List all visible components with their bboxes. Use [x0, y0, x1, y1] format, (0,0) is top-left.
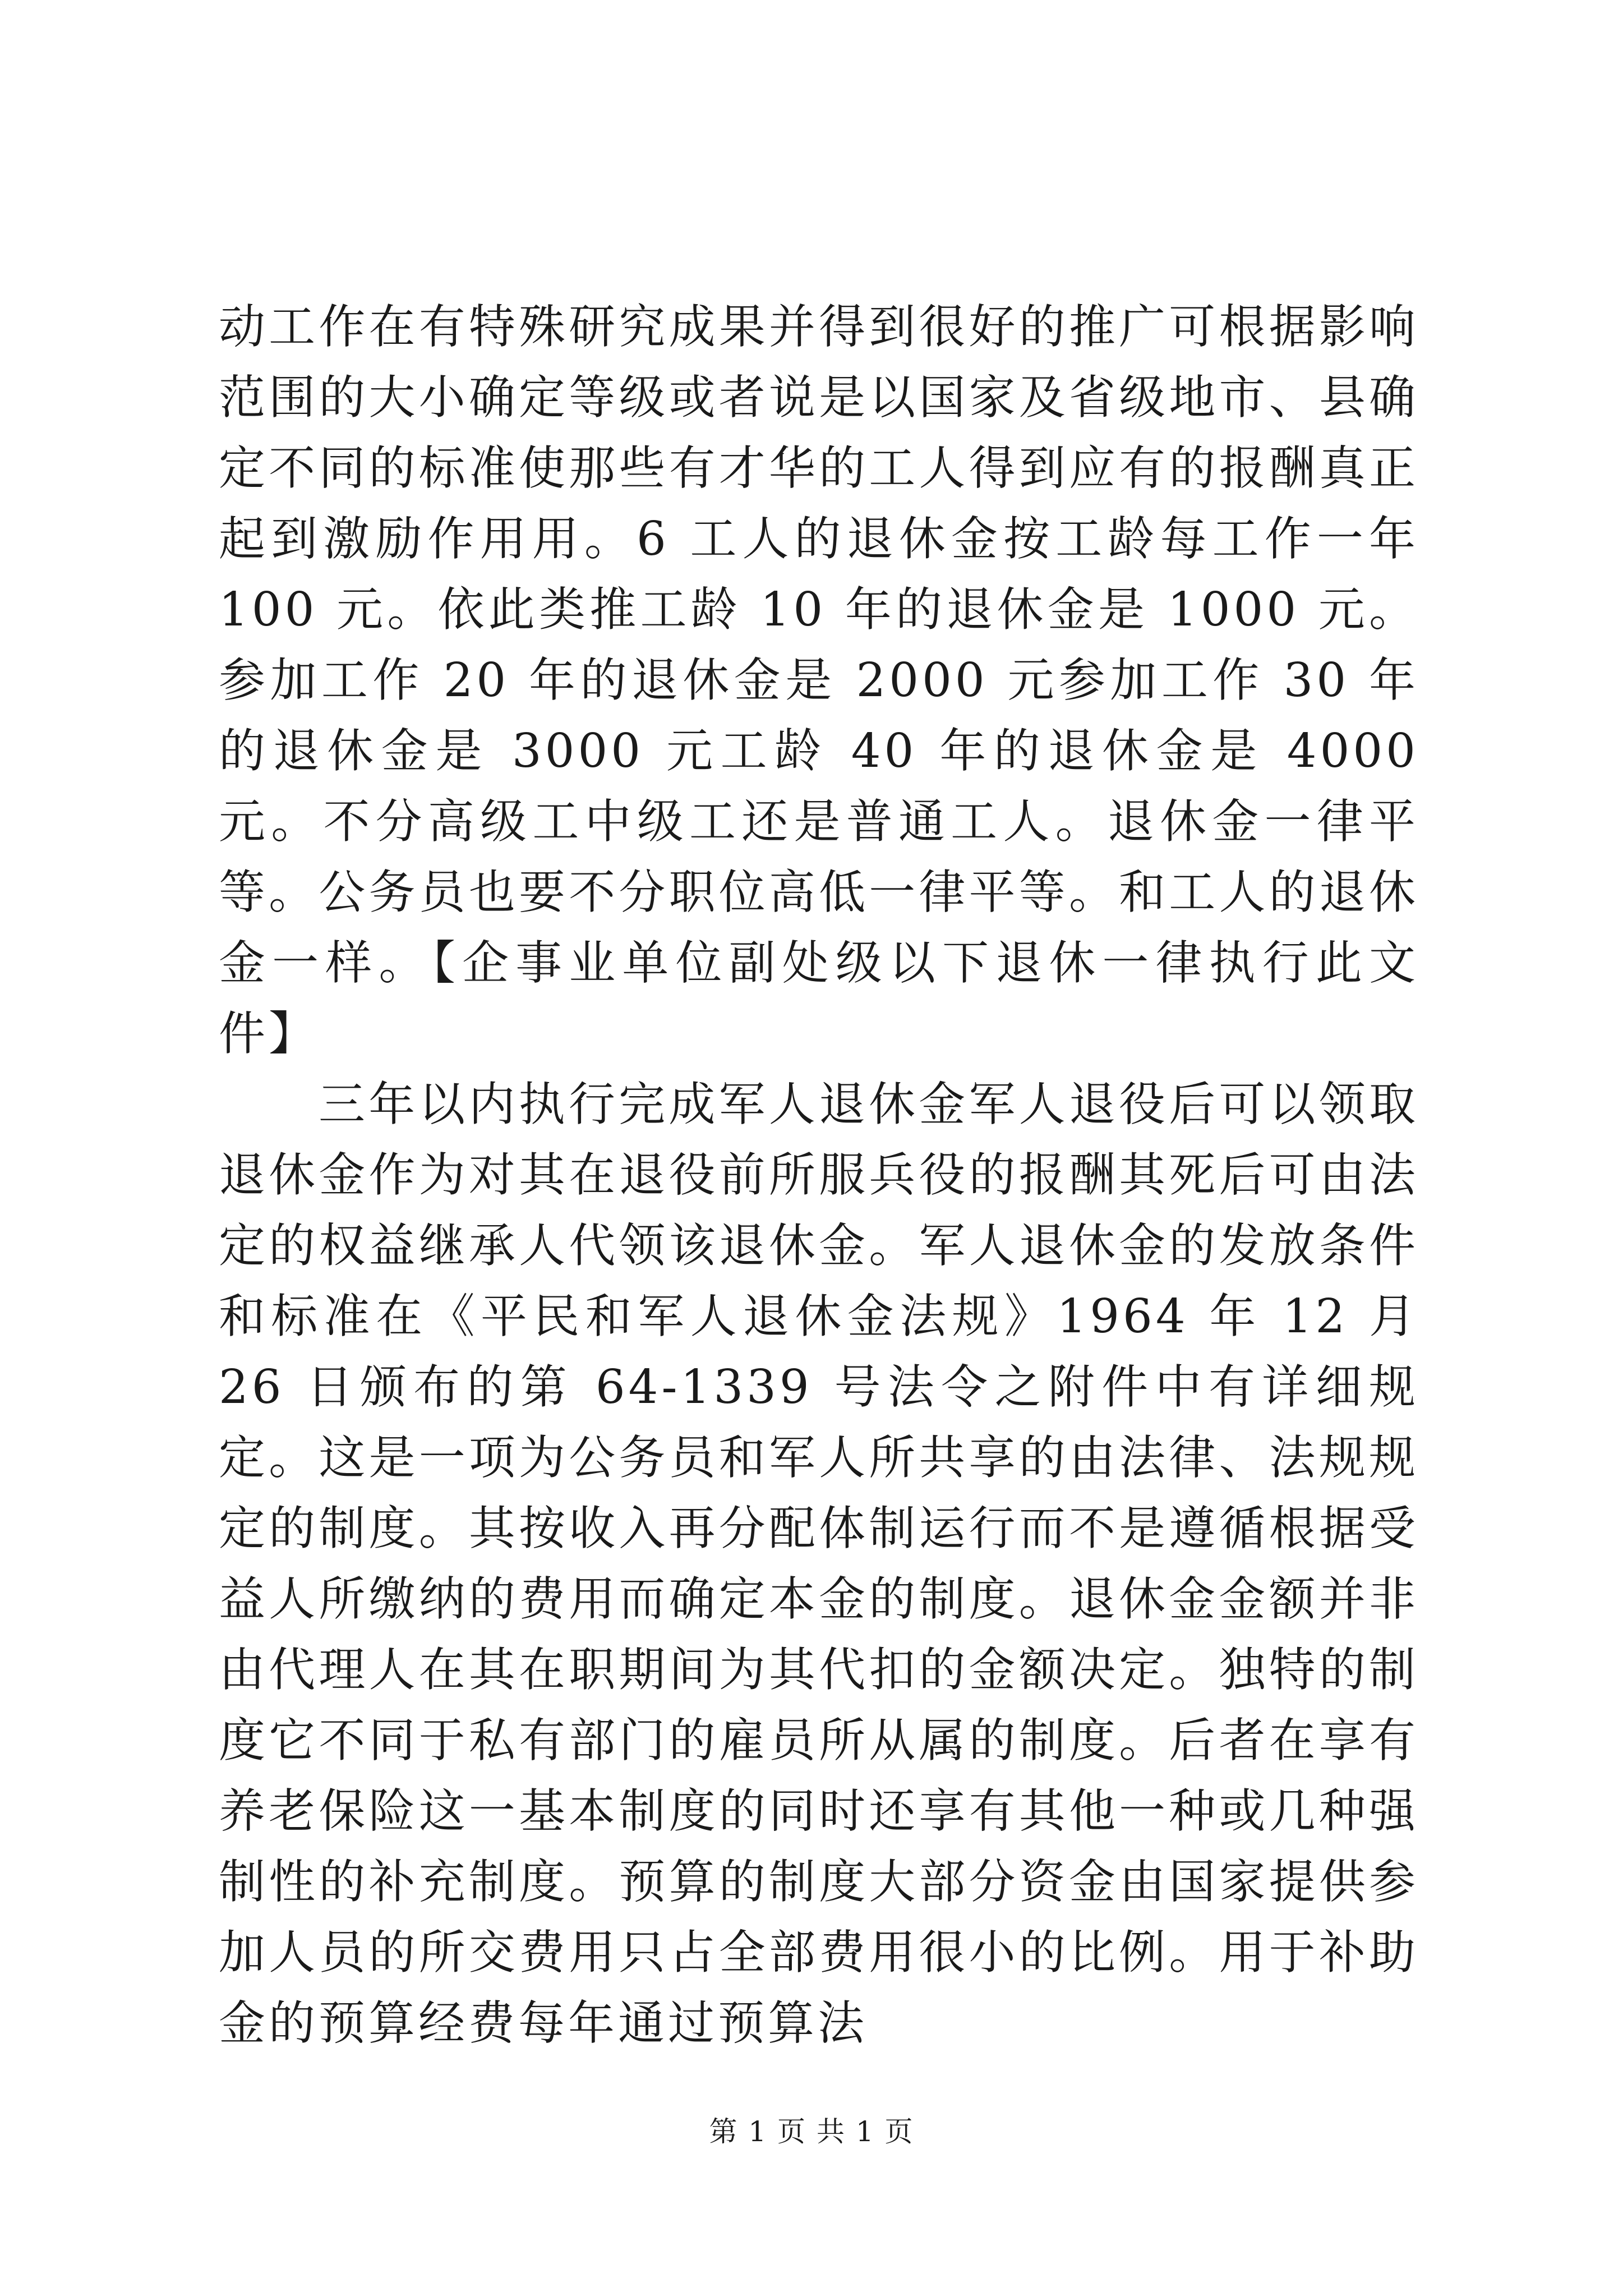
paragraph-1: 动工作在有特殊研究成果并得到很好的推广可根据影响范围的大小确定等级或者说是以国家及省级地市、县确定不同的标准使那些有才华的工人得到应有的报酬真正起到激励作用用。6 工人的退休金按工龄每工作一年 100 元。依此类推工龄 10 年的退休金是 1000 元。参加工作 20 年的退休金是 2000 元参加工作 30 年的退休金是 3000 元工龄 40 年的退休金是 4000 元。不分高级工中级工还是普通工人。退休金一律平等。公务员也要不分职位高低一律平等。和工人的退休金一样。【企事业单位副处级以下退休一律执行此文件】	[219, 300, 1419, 1061]
page-number-footer: 第 1 页 共 1 页	[709, 2115, 914, 2148]
paragraph-2: 三年以内执行完成军人退休金军人退役后可以领取退休金作为对其在退役前所服兵役的报酬其死后可由法定的权益继承人代领该退休金。军人退休金的发放条件和标准在《平民和军人退休金法规》1964 年 12 月 26 日颁布的第 64-1339 号法令之附件中有详细规定。这是一项为公务员和军人所共享的由法律、法规规定的制度。其按收入再分配体制运行而不是遵循根据受益人所缴纳的费用而确定本金的制度。退休金金额并非由代理人在其在职期间为其代扣的金额决定。独特的制度它不同于私有部门的雇员所从属的制度。后者在享有养老保险这一基本制度的同时还享有其他一种或几种强制性的补充制度。预算的制度大部分资金由国家提供参加人员的所交费用只占全部费用很小的比例。用于补助金的预算经费每年通过预算法	[219, 1077, 1419, 2050]
document-body	[219, 292, 1419, 2059]
